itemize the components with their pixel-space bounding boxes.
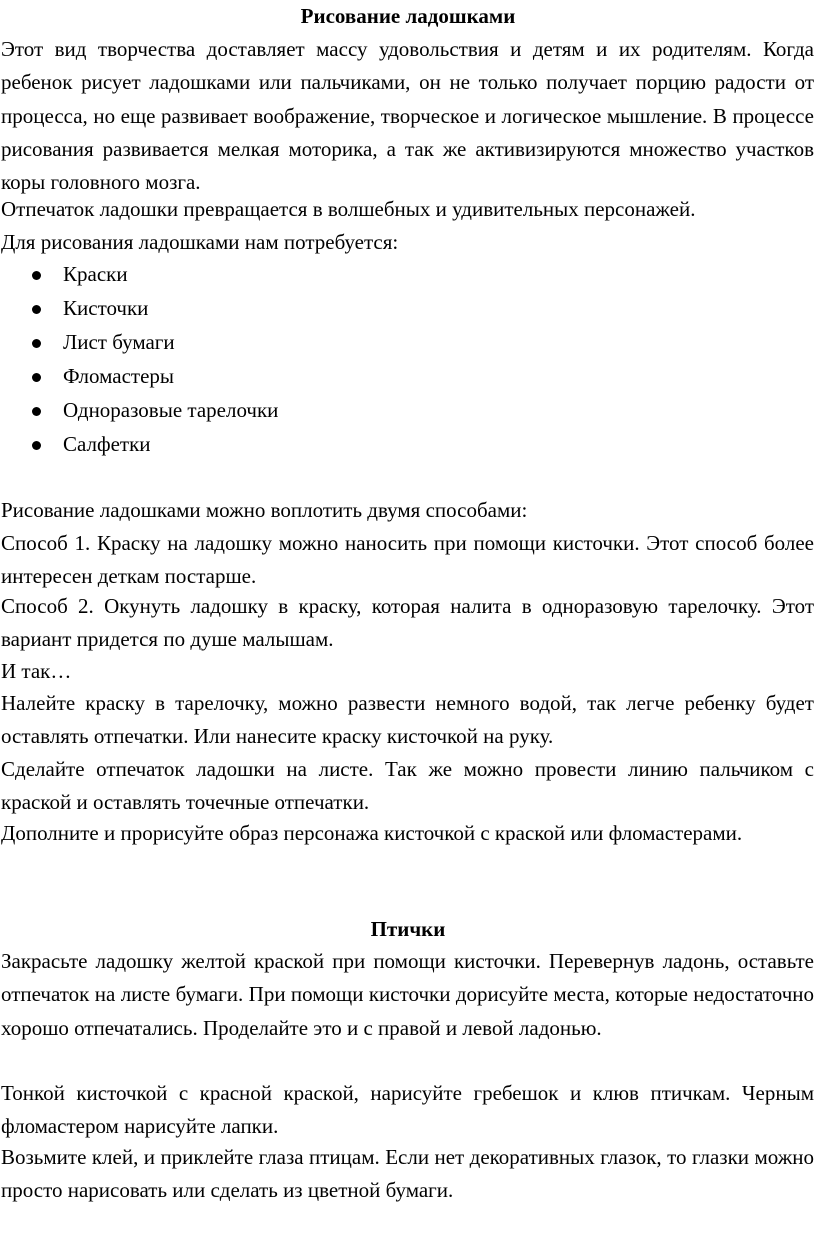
bullet-icon [32, 407, 41, 416]
materials-heading: Для рисования ладошками нам потребуется: [1, 230, 399, 254]
step-2-paragraph: Сделайте отпечаток ладошки на листе. Так же можно провести линию пальчиком с краской и оставлять точечные отпечатки. [1, 757, 814, 815]
methods-intro: Рисование ладошками можно воплотить двумя способами: [1, 498, 528, 522]
method-2-paragraph: Способ 2. Окунуть ладошку в краску, которая налита в одноразовую тарелочку. Этот вариант придется по душе малышам. [1, 594, 814, 652]
list-item: Лист бумаги [0, 325, 816, 359]
step-1-paragraph: Налейте краску в тарелочку, можно развести немного водой, так легче ребенку будет оставлять отпечатки. Или нанесите краску кисточкой на руку. [1, 691, 814, 749]
document-title: Рисование ладошками [300, 4, 516, 28]
birds-step-2-paragraph: Тонкой кисточкой с красной краской, нарисуйте гребешок и клюв птичкам. Черным фломастером нарисуйте лапки. [1, 1081, 814, 1139]
bullet-icon [32, 339, 41, 348]
bullet-icon [32, 441, 41, 450]
list-item: Фломастеры [0, 359, 816, 393]
list-item: Краски [0, 257, 816, 291]
step-3-paragraph: Дополните и прорисуйте образ персонажа кисточкой с краской или фломастерами. [1, 821, 743, 845]
list-item: Одноразовые тарелочки [0, 393, 816, 427]
list-item: Салфетки [0, 427, 816, 461]
imprint-paragraph: Отпечаток ладошки превращается в волшебных и удивительных персонажей. [1, 197, 696, 221]
method-1-paragraph: Способ 1. Краску на ладошку можно наносить при помощи кисточки. Этот способ более интересен деткам постарше. [1, 531, 814, 589]
materials-list [0, 257, 816, 461]
so-paragraph: И так… [1, 659, 72, 683]
intro-paragraph: Этот вид творчества доставляет массу удовольствия и детям и их родителям. Когда ребенок рисует ладошками или пальчиками, он не только получает порцию радости от процесса, но еще развивает воображение, творческое и логическое мышление. В процессе рисования развивается мелкая моторика, а так же активизируются множество участков коры головного мозга. [1, 37, 814, 195]
list-item: Кисточки [0, 291, 816, 325]
bullet-icon [32, 305, 41, 314]
bullet-icon [32, 271, 41, 280]
bullet-icon [32, 373, 41, 382]
birds-step-1-paragraph: Закрасьте ладошку желтой краской при помощи кисточки. Перевернув ладонь, оставьте отпечаток на листе бумаги. При помощи кисточки дорисуйте места, которые недостаточно хорошо отпечатались. Проделайте это и с правой и левой ладонью. [1, 949, 814, 1040]
birds-step-3-paragraph: Возьмите клей, и приклейте глаза птицам. Если нет декоративных глазок, то глазки можно просто нарисовать или сделать из цветной бумаги. [1, 1145, 814, 1203]
birds-section-title: Птички [370, 917, 446, 941]
